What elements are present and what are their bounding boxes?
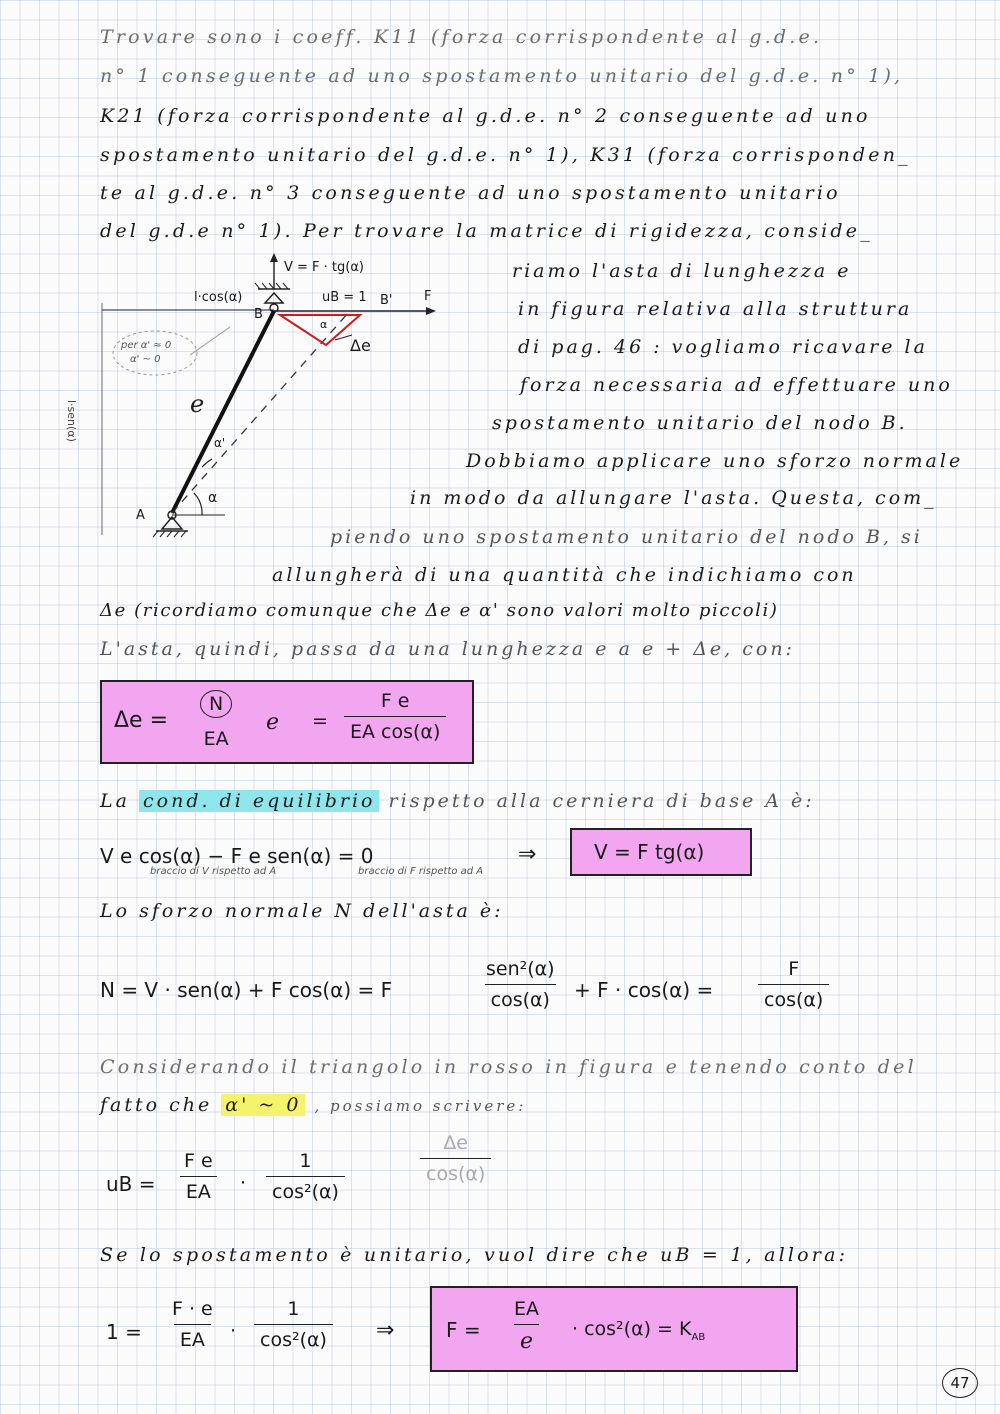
eq1-ea: EA xyxy=(203,728,229,750)
eq5-boxsub: AB xyxy=(691,1331,706,1343)
label-delta: Δe xyxy=(350,336,371,355)
eq1-num: F e xyxy=(380,690,410,712)
eq3-frac1 xyxy=(470,958,571,1011)
eq5-boxnum: EA xyxy=(514,1298,540,1320)
eq5-boxrest xyxy=(572,1318,705,1343)
cond-pre: La xyxy=(100,790,130,812)
text-line: piendo uno spostamento unitario del nodo B, si xyxy=(330,526,923,548)
eq2-arrow: ⇒ xyxy=(518,842,537,867)
text-line: K21 (forza corrispondente al g.d.e. n° 2 conseguente ad uno xyxy=(100,105,871,127)
eq4-lhs: uB = xyxy=(106,1172,156,1196)
cond-post: rispetto alla cerniera di base A è: xyxy=(388,790,815,812)
eq5-boxrest-text: · cos²(α) = K xyxy=(572,1318,692,1340)
eq4-den2: cos²(α) xyxy=(266,1176,345,1203)
eq5-lhs: 1 = xyxy=(106,1320,142,1344)
eq1-frac-n xyxy=(200,690,232,750)
eq5-num2: 1 xyxy=(287,1298,300,1320)
page-number: 47 xyxy=(942,1368,978,1398)
eq5-den2: cos²(α) xyxy=(254,1324,333,1351)
text-line: Considerando il triangolo in rosso in figura e tenendo conto del xyxy=(100,1056,917,1078)
label-alpha-prime: α' xyxy=(214,436,226,450)
eq4-num1: F e xyxy=(184,1150,213,1172)
eq3-num2: F xyxy=(788,958,800,980)
text-line: spostamento unitario del g.d.e. n° 1), K31 (forza corrisponden_ xyxy=(100,144,911,166)
eq1-e: e xyxy=(266,710,280,735)
equation-box-2 xyxy=(570,828,752,876)
label-f: F xyxy=(424,289,432,304)
eq1-n: N xyxy=(200,690,232,718)
equation-box-3 xyxy=(430,1286,798,1372)
para3-fatto: fatto che xyxy=(100,1094,213,1116)
eq5-boxfrac xyxy=(498,1298,555,1354)
text-line: allungherà di una quantità che indichiamo con xyxy=(272,564,857,586)
label-v: V = F · tg(α) xyxy=(284,260,364,275)
eq4-frac1 xyxy=(168,1150,229,1203)
text-line: spostamento unitario del nodo B. xyxy=(492,412,908,434)
eq3-mid: + F · cos(α) = xyxy=(574,978,714,1002)
eq2-boxed: V = F tg(α) xyxy=(594,840,705,864)
eq3-frac2 xyxy=(748,958,839,1011)
label-lcos: l·cos(α) xyxy=(194,290,243,305)
label-note-2: α' ~ 0 xyxy=(130,354,161,365)
eq1-frac xyxy=(334,690,456,743)
label-alpha: α xyxy=(208,490,218,506)
eq4-side-num: Δe xyxy=(443,1132,468,1154)
text-line: L'asta, quindi, passa da una lunghezza e a e + Δe, con: xyxy=(100,638,795,660)
text-line: n° 1 conseguente ad uno spostamento unitario del g.d.e. n° 1), xyxy=(100,65,904,87)
eq4-dot: · xyxy=(240,1172,247,1194)
text-line: Lo sforzo normale N dell'asta è: xyxy=(100,900,504,922)
cond-line xyxy=(100,790,815,812)
eq4-den1: EA xyxy=(180,1176,217,1203)
label-note: per α' ≈ 0 xyxy=(121,340,172,351)
equation-box-1 xyxy=(100,680,474,764)
text-line: Dobbiamo applicare uno sforzo normale xyxy=(466,450,964,472)
cond-highlight: cond. di equilibrio xyxy=(139,790,379,812)
text-line: del g.d.e n° 1). Per trovare la matrice di rigidezza, conside_ xyxy=(100,220,873,242)
text-line: Trovare sono i coeff. K11 (forza corrispondente al g.d.e. xyxy=(100,26,823,48)
eq4-side xyxy=(410,1132,501,1185)
eq5-num1: F · e xyxy=(172,1298,213,1320)
text-line: riamo l'asta di lunghezza e xyxy=(512,260,852,282)
eq5-arrow: ⇒ xyxy=(376,1318,395,1343)
label-b: B xyxy=(254,307,263,322)
text-line: forza necessaria ad effettuare uno xyxy=(520,374,953,396)
label-a: A xyxy=(136,508,145,523)
text-line: in modo da allungare l'asta. Questa, com_ xyxy=(410,487,937,509)
eq5-den1: EA xyxy=(174,1324,211,1351)
eq2-text: V e cos(α) − F e sen(α) = 0 xyxy=(100,844,374,868)
eq5-frac1 xyxy=(156,1298,229,1351)
para3-post: , possiamo scrivere: xyxy=(314,1097,527,1115)
label-sen: l·sen(α) xyxy=(65,400,78,442)
label-ub: uB = 1 xyxy=(322,290,367,305)
eq5-boxden: e xyxy=(514,1324,539,1354)
eq1-den: EA cos(α) xyxy=(344,716,446,743)
label-alpha-small: α xyxy=(320,318,328,331)
bar-ab xyxy=(172,311,274,513)
eq4-frac2 xyxy=(256,1150,355,1203)
eq5-frac2 xyxy=(244,1298,343,1351)
eq5-boxlhs: F = xyxy=(446,1318,481,1342)
eq5-dot: · xyxy=(230,1320,237,1342)
eq3-num1: sen²(α) xyxy=(486,958,555,980)
text-line: Se lo spostamento è unitario, vuol dire che uB = 1, allora: xyxy=(100,1244,849,1266)
eq3-lhs: N = V · sen(α) + F cos(α) = F xyxy=(100,978,393,1002)
text-line: in figura relativa alla struttura xyxy=(518,298,913,320)
label-e: e xyxy=(190,390,205,418)
eq2-note1: braccio di V rispetto ad A xyxy=(150,866,277,877)
eq4-side-den: cos(α) xyxy=(420,1158,491,1185)
eq2-note2: braccio di F rispetto ad A xyxy=(358,866,484,877)
para3-highlight: α' ~ 0 xyxy=(221,1094,305,1116)
eq4-num2: 1 xyxy=(299,1150,312,1172)
text-line: di pag. 46 : vogliamo ricavare la xyxy=(518,336,928,358)
text-line: Δe (ricordiamo comunque che Δe e α' sono valori molto piccoli) xyxy=(100,600,779,621)
eq3-den2: cos(α) xyxy=(758,984,829,1011)
label-bprime: B' xyxy=(380,293,393,308)
structure-figure xyxy=(90,245,460,550)
eq1-lhs: Δe = xyxy=(114,708,169,733)
eq1-eq: = xyxy=(312,710,328,732)
eq3-den1: cos(α) xyxy=(485,984,556,1011)
text-line: te al g.d.e. n° 3 conseguente ad uno spostamento unitario xyxy=(100,182,841,204)
text-line-fatto xyxy=(100,1094,526,1116)
